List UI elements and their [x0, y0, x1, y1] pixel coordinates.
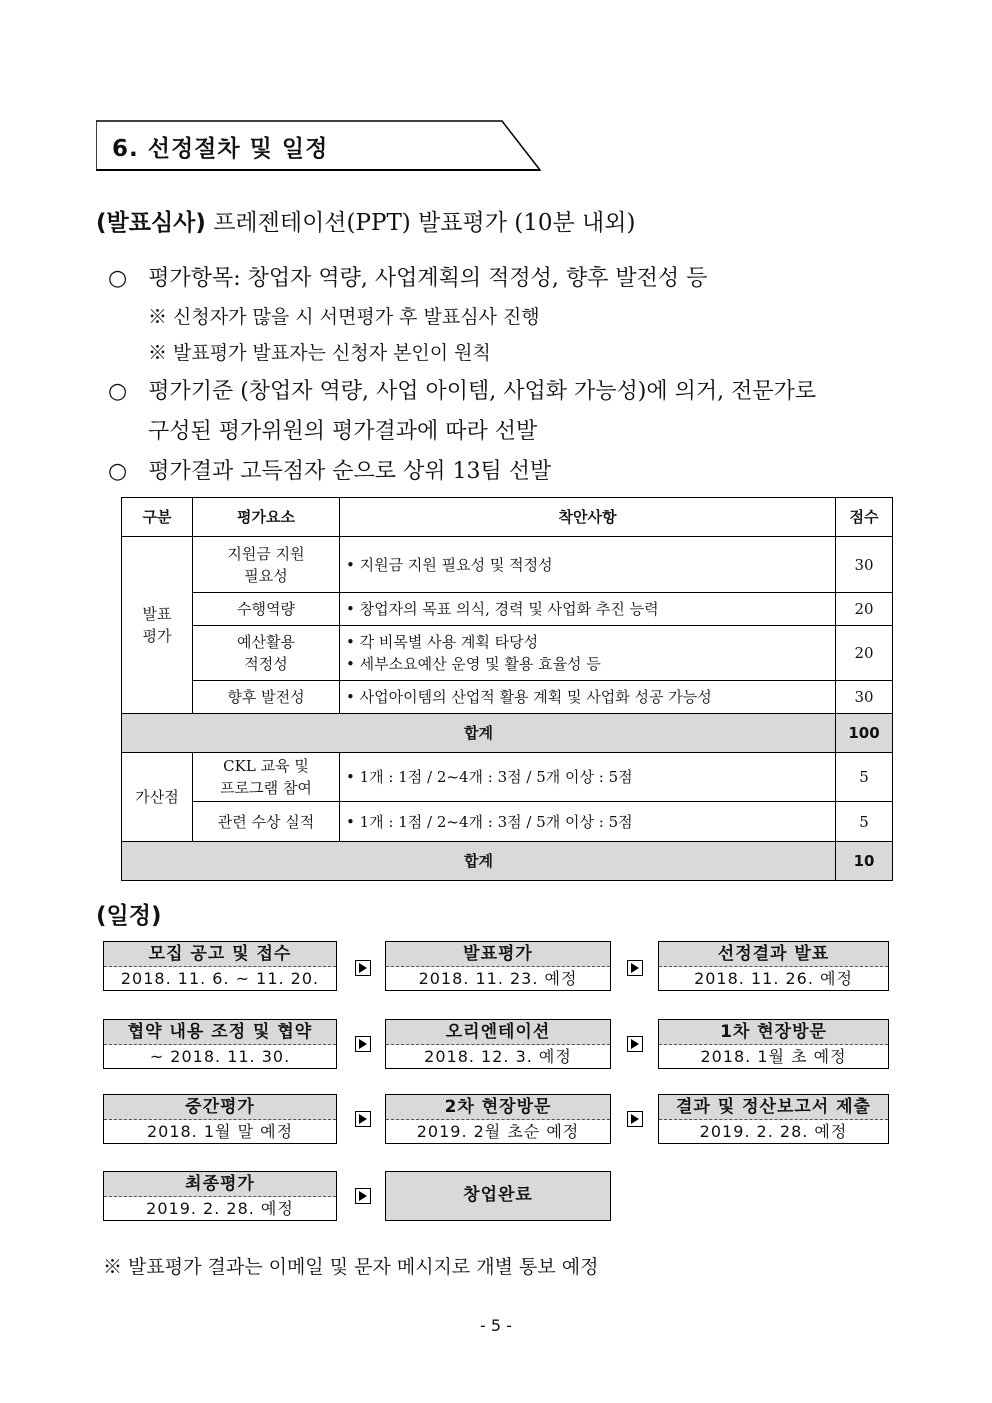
- table-header-row: [122, 498, 893, 537]
- total-score: 10: [836, 842, 893, 881]
- presentation-text: 프레젠테이션(PPT) 발표평가 (10분 내외): [213, 210, 636, 236]
- row-item: 지원금 지원 필요성: [193, 537, 340, 593]
- header-score: 점수: [836, 498, 893, 537]
- step-date: 2018. 1월 초 예정: [700, 1047, 847, 1066]
- row-point: • 세부소요예산 운영 및 활용 효율성 등: [346, 655, 601, 673]
- bullet-item: [108, 454, 551, 485]
- row-item: 수행역량: [193, 593, 340, 626]
- step-title: 협약 내용 조정 및 협약: [104, 1020, 336, 1045]
- step-title: 오리엔테이션: [386, 1020, 610, 1045]
- bullet-text: 평가항목: 창업자 역량, 사업계획의 적정성, 향후 발전성 등: [148, 266, 708, 291]
- total-score: 100: [836, 714, 893, 753]
- table-row: [122, 626, 893, 681]
- schedule-step: [658, 1019, 889, 1069]
- table-row: [122, 802, 893, 842]
- schedule-step: [103, 1171, 337, 1221]
- row-point: • 1개 : 1점 / 2~4개 : 3점 / 5개 이상 : 5점: [340, 753, 836, 802]
- schedule-step: [103, 941, 337, 991]
- note-line: ※ 신청자가 많을 시 서면평가 후 발표심사 진행: [148, 306, 540, 328]
- step-title: 중간평가: [104, 1095, 336, 1120]
- row-item: 예산활용 적정성: [193, 626, 340, 681]
- table-row: [122, 537, 893, 593]
- row-score: 30: [836, 537, 893, 593]
- bullet-item: [108, 374, 816, 405]
- arrow-right-icon: [627, 1036, 643, 1052]
- row-point: • 1개 : 1점 / 2~4개 : 3점 / 5개 이상 : 5점: [340, 802, 836, 842]
- step-title: 결과 및 정산보고서 제출: [659, 1095, 888, 1120]
- step-title: 2차 현장방문: [386, 1095, 610, 1120]
- arrow-right-icon: [355, 1111, 371, 1127]
- schedule-label: [96, 897, 161, 930]
- section-title: 6. 선정절차 및 일정: [112, 136, 329, 162]
- row-score: 5: [836, 753, 893, 802]
- presentation-label: (발표심사): [96, 210, 206, 236]
- note-line: ※ 발표평가 발표자는 신청자 본인이 원칙: [148, 342, 491, 364]
- row-score: 20: [836, 626, 893, 681]
- arrow-right-icon: [355, 1188, 371, 1204]
- table-total-row: [122, 842, 893, 881]
- bullet-mark: ○: [108, 266, 128, 291]
- arrow-right-icon: [355, 1036, 371, 1052]
- schedule-step: [385, 941, 611, 991]
- schedule-label-text: (일정): [96, 903, 162, 929]
- footnote: ※ 발표평가 결과는 이메일 및 문자 메시지로 개별 통보 예정: [103, 1256, 599, 1278]
- schedule-step-final: [385, 1171, 611, 1221]
- row-score: 5: [836, 802, 893, 842]
- row-score: 20: [836, 593, 893, 626]
- row-points: [340, 626, 836, 681]
- bullet-mark: ○: [108, 379, 128, 404]
- arrow-right-icon: [627, 1111, 643, 1127]
- schedule-step: [385, 1019, 611, 1069]
- step-date: 2018. 1월 말 예정: [146, 1122, 294, 1141]
- table-row: [122, 753, 893, 802]
- presentation-line: [96, 204, 635, 237]
- schedule-step: [658, 941, 889, 991]
- row-item: CKL 교육 및 프로그램 참여: [193, 753, 340, 802]
- bullet-text: 평가기준 (창업자 역량, 사업 아이템, 사업화 가능성)에 의거, 전문가로: [148, 379, 817, 404]
- group-label-bonus: 가산점: [122, 753, 193, 842]
- row-point: • 창업자의 목표 의식, 경력 및 사업화 추진 능력: [340, 593, 836, 626]
- schedule-step: [658, 1094, 889, 1144]
- total-label: 합계: [122, 714, 836, 753]
- header-element: 평가요소: [193, 498, 340, 537]
- row-score: 30: [836, 681, 893, 714]
- schedule-step: [103, 1019, 337, 1069]
- bullet-text: 평가결과 고득점자 순으로 상위 13팀 선발: [148, 459, 552, 484]
- table-total-row: [122, 714, 893, 753]
- schedule-step: [103, 1094, 337, 1144]
- bullet-continuation: 구성된 평가위원의 평가결과에 따라 선발: [148, 419, 538, 444]
- group-label-presentation: 발표 평가: [122, 537, 193, 714]
- step-date: 2019. 2. 28. 예정: [699, 1122, 848, 1141]
- row-point: • 각 비목별 사용 계획 타당성: [346, 633, 539, 651]
- step-date: ~ 2018. 11. 30.: [149, 1047, 291, 1066]
- arrow-right-icon: [627, 960, 643, 976]
- header-category: 구분: [122, 498, 193, 537]
- step-title: 1차 현장방문: [659, 1020, 888, 1045]
- arrow-right-icon: [355, 960, 371, 976]
- header-focus: 착안사항: [340, 498, 836, 537]
- table-row: [122, 593, 893, 626]
- step-title: 발표평가: [386, 942, 610, 967]
- row-item: 관련 수상 실적: [193, 802, 340, 842]
- row-point: • 지원금 지원 필요성 및 적정성: [340, 537, 836, 593]
- table-row: [122, 681, 893, 714]
- step-title: 창업완료: [386, 1172, 610, 1220]
- step-date: 2019. 2월 초순 예정: [416, 1122, 580, 1141]
- step-date: 2019. 2. 28. 예정: [146, 1199, 294, 1218]
- step-date: 2018. 11. 26. 예정: [694, 969, 853, 988]
- step-date: 2018. 11. 6. ~ 11. 20.: [120, 969, 320, 988]
- row-item: 향후 발전성: [193, 681, 340, 714]
- schedule-step: [385, 1094, 611, 1144]
- step-title: 선정결과 발표: [659, 942, 888, 967]
- total-label: 합계: [122, 842, 836, 881]
- step-title: 모집 공고 및 접수: [104, 942, 336, 967]
- evaluation-table: [121, 497, 893, 881]
- step-title: 최종평가: [104, 1172, 336, 1197]
- section-header: [96, 120, 542, 172]
- step-date: 2018. 12. 3. 예정: [424, 1047, 572, 1066]
- step-date: 2018. 11. 23. 예정: [418, 969, 578, 988]
- bullet-item: [108, 261, 707, 292]
- page-number: - 5 -: [480, 1316, 512, 1335]
- row-point: • 사업아이템의 산업적 활용 계획 및 사업화 성공 가능성: [340, 681, 836, 714]
- bullet-mark: ○: [108, 459, 128, 484]
